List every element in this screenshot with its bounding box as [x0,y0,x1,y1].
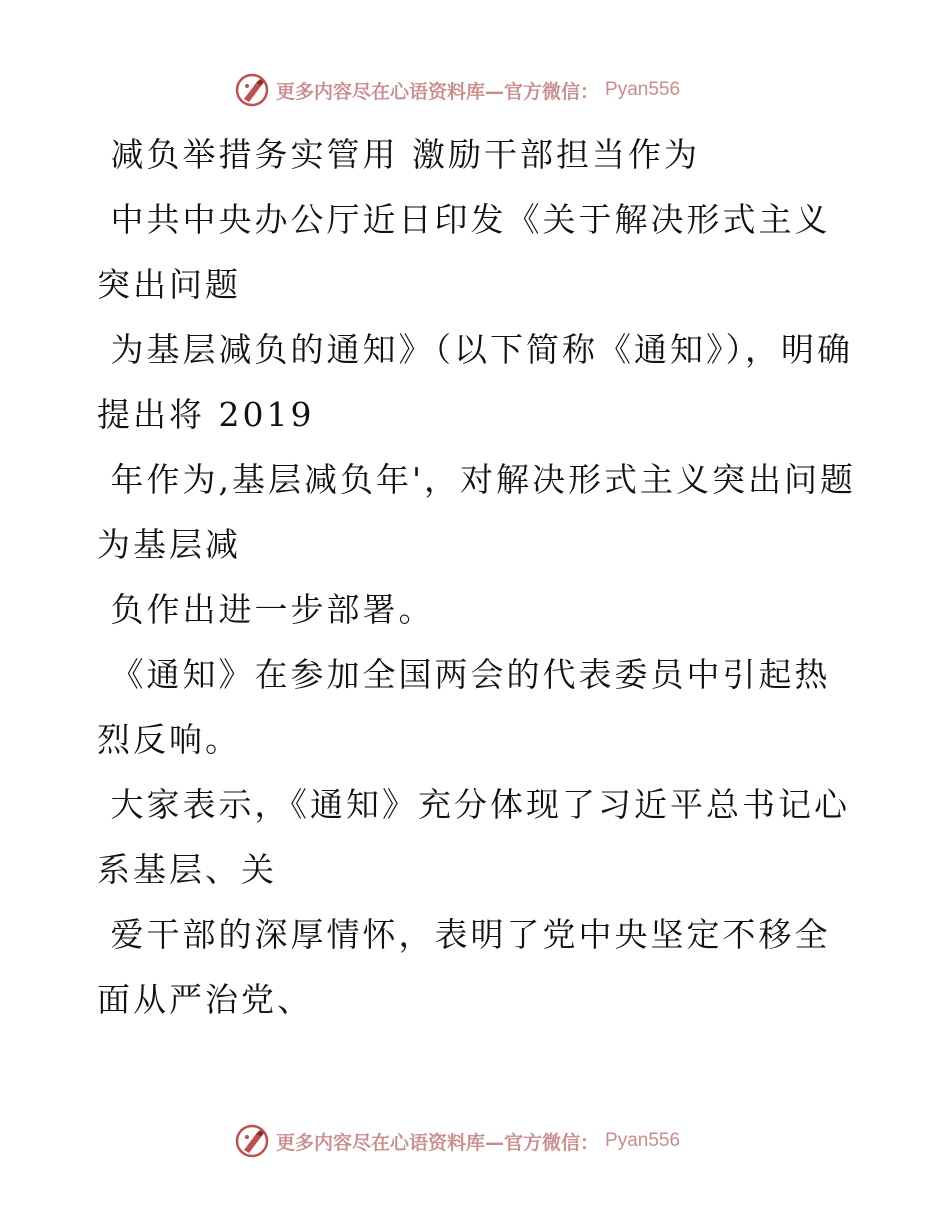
paragraph: 年作为,基层减负年'，对解决形式主义突出问题为基层减 [97,460,857,564]
document-body [97,122,857,1032]
pen-nib-logo-icon [234,72,270,108]
pen-nib-logo-icon [234,1123,270,1159]
watermark-text: 更多内容尽在心语资料库—官方微信： [276,80,600,103]
footer-watermark [234,1121,680,1161]
paragraph: 爱干部的深厚情怀，表明了党中央坚定不移全面从严治党、 [97,915,831,1019]
heading-paragraph: 减负举措务实管用 激励干部担当作为 [97,135,700,174]
watermark-contact: Pyan556 [605,1130,681,1151]
paragraph: 《通知》在参加全国两会的代表委员中引起热烈反响。 [97,655,831,759]
watermark-text: 更多内容尽在心语资料库—官方微信： [276,1131,600,1154]
header-watermark [234,70,680,110]
paragraph: 中共中央办公厅近日印发《关于解决形式主义突出问题 [97,200,831,304]
paragraph: 大家表示，《通知》充分体现了习近平总书记心系基层、关 [97,785,850,889]
paragraph: 负作出进一步部署。 [97,590,435,629]
watermark-contact: Pyan556 [605,79,681,100]
paragraph: 为基层减负的通知》（以下简称《通知》），明确提出将 2019 [97,330,853,434]
